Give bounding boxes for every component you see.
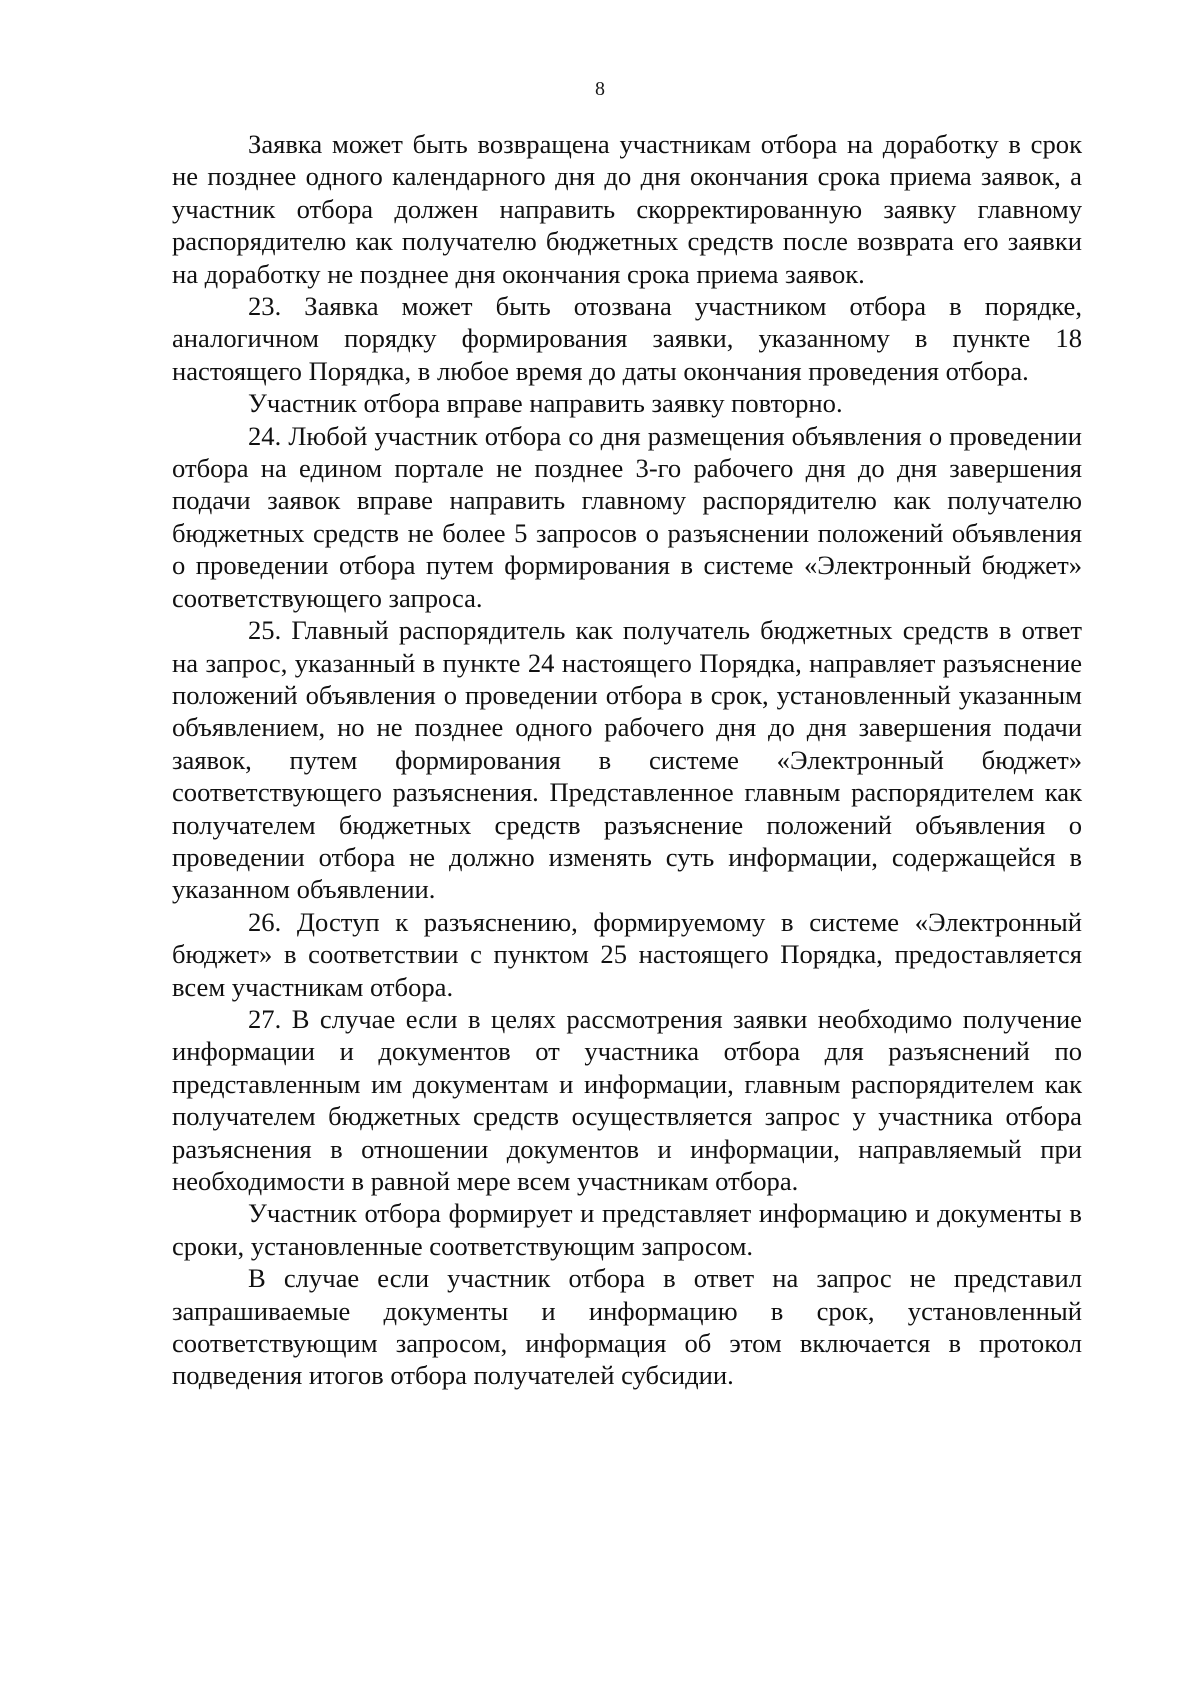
page-number: 8 bbox=[595, 78, 605, 100]
paragraph-27-participant-response: Участник отбора формирует и представляет информацию и документы в сроки, установленные соответствующим запросом. bbox=[172, 1198, 1082, 1261]
paragraph-27-no-response: В случае если участник отбора в ответ на запрос не представил запрашиваемые документы и информацию в срок, установленный соответствующим запросом, информация об этом включается в протокол подведения итогов отбора получателей субсидии. bbox=[172, 1263, 1082, 1391]
paragraph-27: 27. В случае если в целях рассмотрения заявки необходимо получение информации и документов от участника отбора для разъяснений по представленным им документам и информации, главным распорядителем как получателем бюджетных средств осуществляется запрос у участника отбора разъяснения в отношении документов и информации, направляемый при необходимости в равной мере всем участникам отбора. bbox=[172, 1003, 1082, 1196]
paragraph-26: 26. Доступ к разъяснению, формируемому в системе «Электронный бюджет» в соответствии с пунктом 25 настоящего Порядка, предоставляется всем участникам отбора. bbox=[172, 906, 1082, 1002]
paragraph-23-resubmit: Участник отбора вправе направить заявку повторно. bbox=[248, 388, 843, 419]
document-body bbox=[172, 128, 1082, 1392]
paragraph-23: 23. Заявка может быть отозвана участником отбора в порядке, аналогичном порядку формирования заявки, указанному в пункте 18 настоящего Порядка, в любое время до даты окончания проведения отбора. bbox=[172, 291, 1082, 386]
paragraph-24: 24. Любой участник отбора со дня размещения объявления о проведении отбора на едином портале не позднее 3-го рабочего дня до дня завершения подачи заявок вправе направить главному распорядителю как получателю бюджетных средств не более 5 запросов о разъяснении положений объявления о проведении отбора путем формирования в системе «Электронный бюджет» соответствующего запроса. bbox=[172, 420, 1082, 613]
paragraph-return-for-revision: Заявка может быть возвращена участникам отбора на доработку в срок не позднее одного календарного дня до дня окончания срока приема заявок, а участник отбора должен направить скорректированную заявку главному распорядителю как получателю бюджетных средств после возврата его заявки на доработку не позднее дня окончания срока приема заявок. bbox=[172, 129, 1082, 289]
paragraph-25: 25. Главный распорядитель как получатель бюджетных средств в ответ на запрос, указанный в пункте 24 настоящего Порядка, направляет разъяснение положений объявления о проведении отбора в срок, установленный указанным объявлением, но не позднее одного рабочего дня до дня завершения подачи заявок, путем формирования в системе «Электронный бюджет» соответствующего разъяснения. Представленное главным распорядителем как получателем бюджетных средств разъяснение положений объявления о проведении отбора не должно изменять суть информации, содержащейся в указанном объявлении. bbox=[172, 615, 1082, 905]
